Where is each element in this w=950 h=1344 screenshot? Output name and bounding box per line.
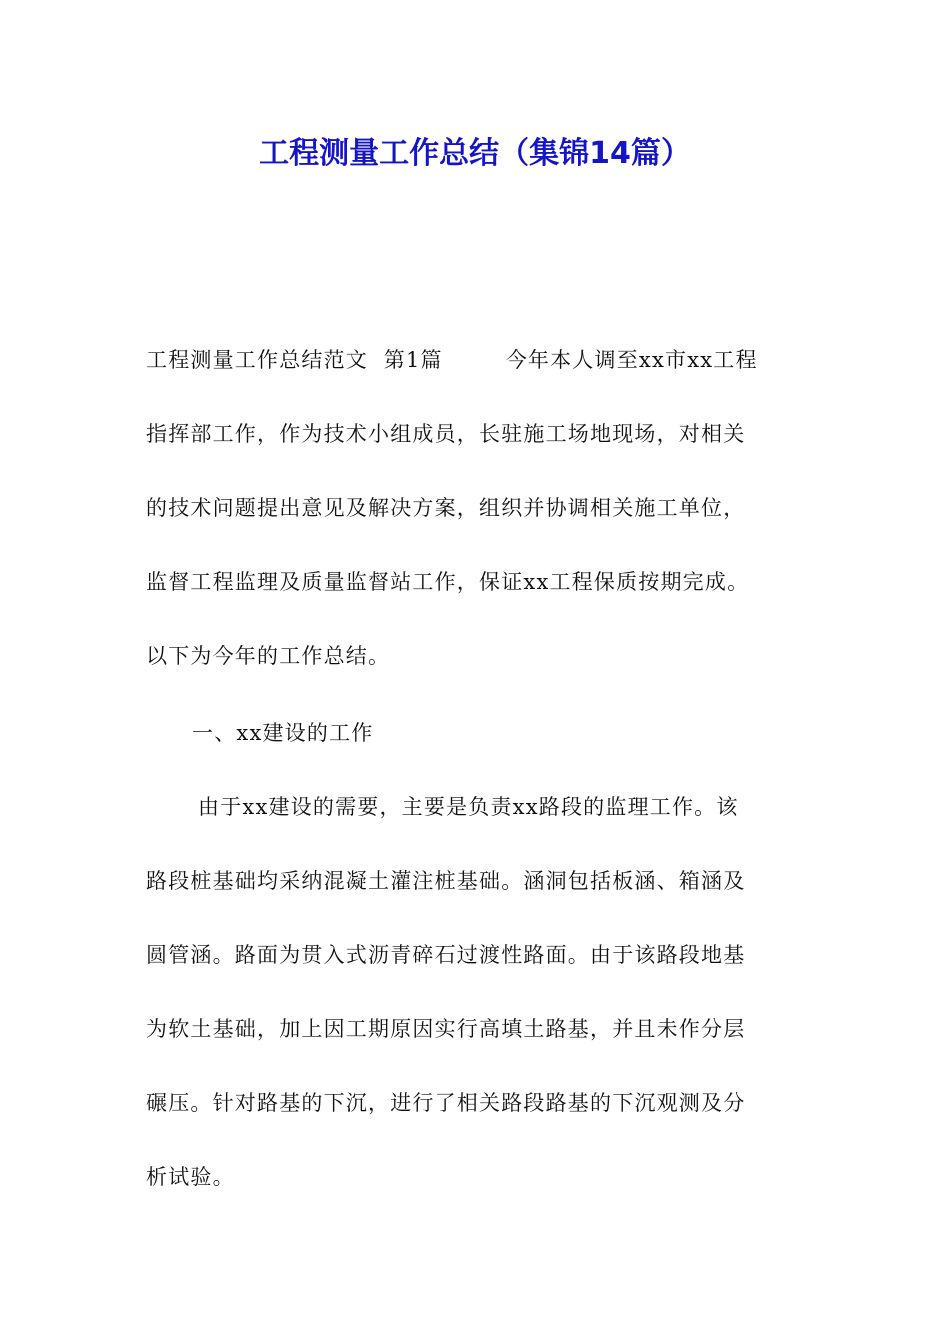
- text-line: 指挥部工作，作为技术小组成员，长驻施工场地现场，对相关: [146, 422, 746, 446]
- text-line: 以下为今年的工作总结。: [146, 644, 391, 668]
- text-line: 工程测量工作总结范文 第1篇 今年本人调至xx市xx工程: [146, 348, 758, 372]
- text-line: 监督工程监理及质量监督站工作，保证xx工程保质按期完成。: [146, 570, 750, 594]
- text-line: 的技术问题提出意见及解决方案，组织并协调相关施工单位，: [146, 496, 746, 520]
- text-line: 析试验。: [146, 1165, 235, 1189]
- section-heading: [146, 696, 806, 770]
- text-line: 由于xx建设的需要，主要是负责xx路段的监理工作。该: [198, 795, 739, 819]
- text-line: 圆管涵。路面为贯入式沥青碎石过渡性路面。由于该路段地基: [146, 943, 746, 967]
- paragraph-section1: [146, 770, 806, 1214]
- paragraph-intro: [146, 323, 806, 693]
- text-line: 路段桩基础均采纳混凝土灌注桩基础。涵洞包括板涵、箱涵及: [146, 869, 746, 893]
- document-title: 工程测量工作总结（集锦14篇）: [259, 136, 691, 171]
- text-line: 碾压。针对路基的下沉，进行了相关路段路基的下沉观测及分: [146, 1091, 746, 1115]
- section-heading-text: 一、xx建设的工作: [192, 721, 374, 745]
- text-line: 为软土基础，加上因工期原因实行高填土路基，并且未作分层: [146, 1017, 746, 1041]
